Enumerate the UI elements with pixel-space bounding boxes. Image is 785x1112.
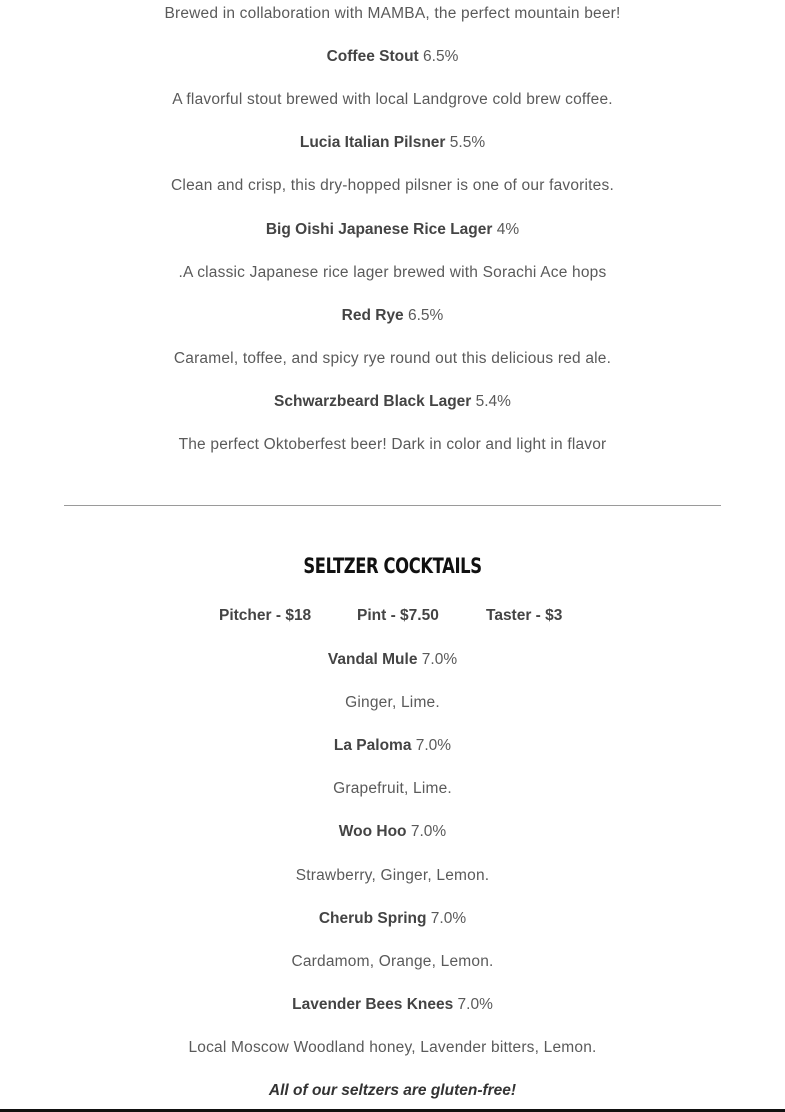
beer-item-lucia-italian-pilsner (0, 133, 785, 153)
seltzer-name: Cherub Spring (318, 910, 427, 927)
beer-description: Clean and crisp, this dry-hopped pilsner is one of our favorites. (171, 177, 614, 194)
beer-abv: 6.5% (423, 48, 459, 65)
beer-description: Brewed in collaboration with MAMBA, the perfect mountain beer! (164, 5, 621, 22)
beer-name: Schwarzbeard Black Lager (274, 393, 472, 410)
seltzer-description: Local Moscow Woodland honey, Lavender bitters, Lemon. (188, 1039, 597, 1056)
beer-name: Red Rye (341, 307, 404, 324)
section-divider (64, 505, 721, 506)
seltzer-item-la-paloma (0, 736, 785, 756)
beer-item-coffee-stout (0, 47, 785, 67)
seltzer-description: Ginger, Lime. (345, 694, 440, 711)
seltzer-item-woo-hoo (0, 822, 785, 842)
price-pint: Pint - $7.50 (357, 607, 439, 624)
beer-description: Caramel, toffee, and spicy rye round out this delicious red ale. (173, 350, 612, 367)
beer-abv: 5.5% (449, 134, 486, 151)
beer-abv: 5.4% (475, 393, 511, 410)
seltzer-abv: 7.0% (430, 910, 467, 927)
beer-abv: 4% (496, 221, 520, 238)
beer-item-red-rye (0, 306, 785, 326)
beer-description: .A classic Japanese rice lager brewed with Sorachi Ace hops (178, 264, 607, 281)
beer-abv: 6.5% (408, 307, 444, 324)
seltzer-description: Strawberry, Ginger, Lemon. (295, 867, 490, 884)
price-pitcher: Pitcher - $18 (219, 607, 312, 624)
seltzer-item-vandal-mule (0, 650, 785, 670)
seltzer-description: Cardamom, Orange, Lemon. (291, 953, 494, 970)
gluten-free-note: All of our seltzers are gluten-free! (268, 1082, 517, 1099)
seltzer-name: Vandal Mule (327, 651, 418, 668)
beer-name: Lucia Italian Pilsner (299, 134, 446, 151)
beer-item-schwarzbeard (0, 392, 785, 412)
beer-item-big-oishi (0, 220, 785, 240)
section-title: SELTZER COCKTAILS (303, 554, 482, 578)
seltzer-item-cherub-spring (0, 909, 785, 929)
beer-description: A flavorful stout brewed with local Landgrove cold brew coffee. (172, 91, 613, 108)
seltzer-name: La Paloma (333, 737, 412, 754)
beer-description: The perfect Oktoberfest beer! Dark in color and light in flavor (178, 436, 607, 453)
price-taster: Taster - $3 (486, 607, 563, 624)
seltzer-abv: 7.0% (410, 823, 447, 840)
seltzer-item-lavender-bees-knees (0, 995, 785, 1015)
seltzer-abv: 7.0% (421, 651, 458, 668)
seltzer-name: Woo Hoo (338, 823, 407, 840)
seltzer-description: Grapefruit, Lime. (333, 780, 452, 797)
seltzer-abv: 7.0% (457, 996, 493, 1013)
seltzer-abv: 7.0% (415, 737, 452, 754)
beer-name: Big Oishi Japanese Rice Lager (265, 221, 493, 238)
beer-name: Coffee Stout (326, 48, 419, 65)
seltzer-name: Lavender Bees Knees (292, 996, 454, 1013)
